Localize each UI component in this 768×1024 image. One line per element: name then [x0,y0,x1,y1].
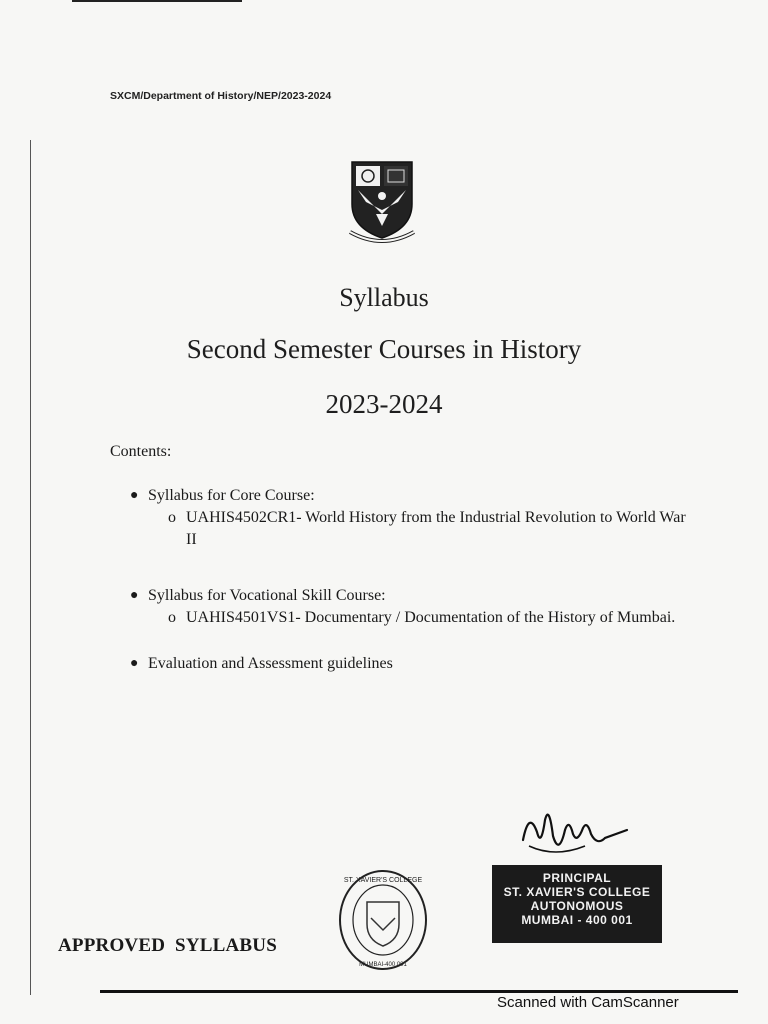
stamp-line: AUTONOMOUS [530,899,624,913]
bullet-icon: ● [130,588,139,603]
college-seal-stamp [337,868,429,972]
document-title: Syllabus [339,283,429,312]
page-edge-line [30,140,31,995]
stamp-line: PRINCIPAL [542,871,612,885]
academic-year: 2023-2024 [325,389,443,419]
sub-list-item [148,507,690,551]
list-item-text: Evaluation and Assessment guidelines [148,655,393,672]
bullet-icon: ● [130,656,139,671]
stamp-line: MUMBAI - 400 001 [521,913,633,927]
circle-bullet-icon: o [168,509,176,526]
list-item [130,585,690,629]
camscanner-watermark: Scanned with CamScanner [497,994,679,1011]
document-reference: SXCM/Department of History/NEP/2023-2024 [110,90,332,102]
principal-stamp [492,865,662,943]
contents-list [130,485,690,699]
svg-text:MUMBAI-400 001: MUMBAI-400 001 [359,962,407,968]
list-item [130,485,690,551]
top-rule [72,0,242,2]
college-crest-logo [346,158,418,250]
principal-signature [515,800,635,864]
svg-text:ST. XAVIER'S COLLEGE: ST. XAVIER'S COLLEGE [343,877,423,884]
sub-list-item-text: UAHIS4502CR1- World History from the Industrial Revolution to World War II [186,509,686,548]
list-item-text: Syllabus for Vocational Skill Course: [148,587,386,604]
sub-list-item [148,607,690,629]
circle-bullet-icon: o [168,609,176,626]
document-subtitle: Second Semester Courses in History [186,334,582,364]
bottom-rule [100,990,738,993]
sub-list-item-text: UAHIS4501VS1- Documentary / Documentation of the History of Mumbai. [186,609,676,626]
stamp-line: ST. XAVIER'S COLLEGE [503,885,651,899]
approved-syllabus-label: APPROVED SYLLABUS [58,935,277,956]
list-item-text: Syllabus for Core Course: [148,487,315,504]
list-item [130,653,690,675]
contents-heading: Contents: [110,443,172,460]
bullet-icon: ● [130,488,139,503]
